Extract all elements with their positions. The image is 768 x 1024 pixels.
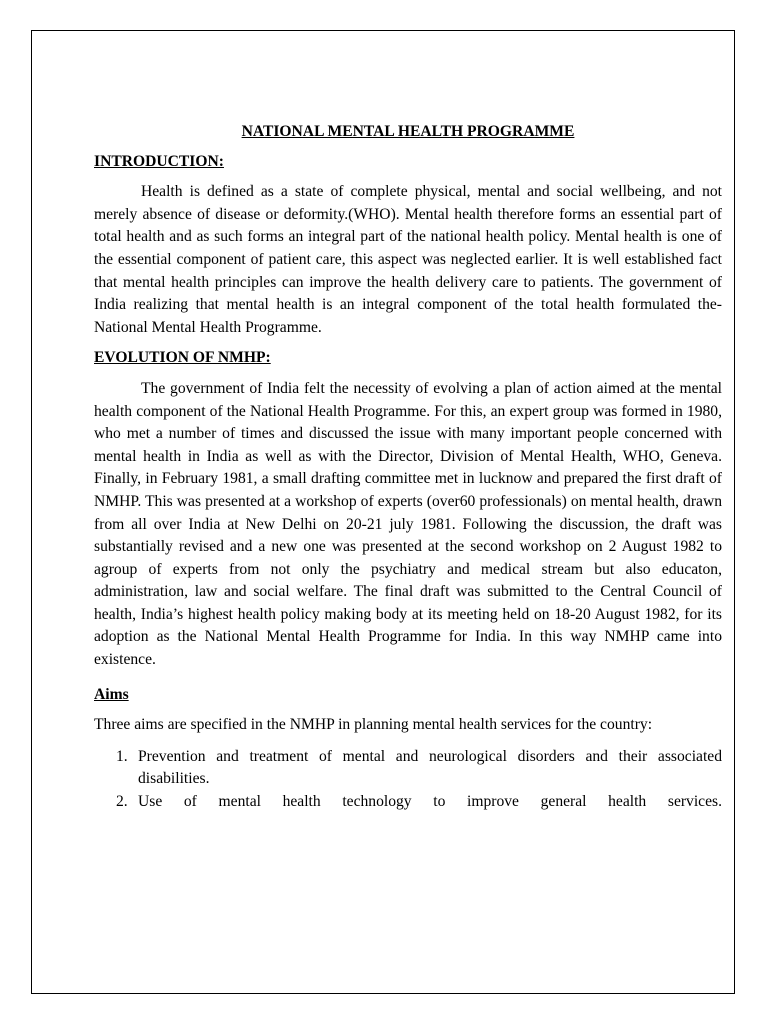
- list-item: [94, 746, 722, 791]
- introduction-paragraph: Health is defined as a state of complete physical, mental and social wellbeing, and not merely absence of disease or deformity.(WHO). Mental health therefore forms an essential part of total health and as such forms an integral part of the national health policy. Mental health is one of the essential component of patient care, this aspect was neglected earlier. It is well established fact that mental health principles can improve the health delivery care to patients. The government of India realizing that mental health is an integral component of the total health formulated the- National Mental Health Programme.: [94, 183, 722, 336]
- evolution-paragraph: The government of India felt the necessity of evolving a plan of action aimed at the mental health component of the National Health Programme. For this, an expert group was formed in 1980, who met a number of times and discussed the issue with many important people concerned with mental health in India as well as with the Director, Division of Mental Health, WHO, Geneva. Finally, in February 1981, a small drafting committee met in lucknow and prepared the first draft of NMHP. This was presented at a workshop of experts (over60 professionals) on mental health, drawn from all over India at New Delhi on 20-21 july 1981. Following the discussion, the draft was substantially revised and a new one was presented at the second workshop on 2 August 1982 to agroup of experts from not only the psychiatry and medical stream but also educaton, administration, law and social welfare. The final draft was submitted to the Central Council of health, India’s highest health policy making body at its meeting held on 18-20 August 1982, for its adoption as the National Mental Health Programme for India. In this way NMHP came into existence.: [94, 379, 722, 669]
- section-heading-aims: Aims: [94, 685, 129, 703]
- document-body: [94, 121, 722, 814]
- section-heading-evolution: EVOLUTION OF NMHP:: [94, 349, 271, 367]
- list-item: [94, 791, 722, 814]
- document-title: NATIONAL MENTAL HEALTH PROGRAMME: [241, 123, 575, 140]
- list-item-number: 2.: [116, 793, 128, 811]
- list-item-text: Use of mental health technology to improve general health services.: [138, 793, 722, 811]
- section-heading-introduction: INTRODUCTION:: [94, 152, 224, 170]
- list-item-number: 1.: [116, 747, 128, 765]
- aims-list: [94, 746, 722, 814]
- list-item-text: Prevention and treatment of mental and neurological disorders and their associated disabilities.: [138, 747, 722, 788]
- aims-paragraph: Three aims are specified in the NMHP in planning mental health services for the country:: [94, 716, 653, 734]
